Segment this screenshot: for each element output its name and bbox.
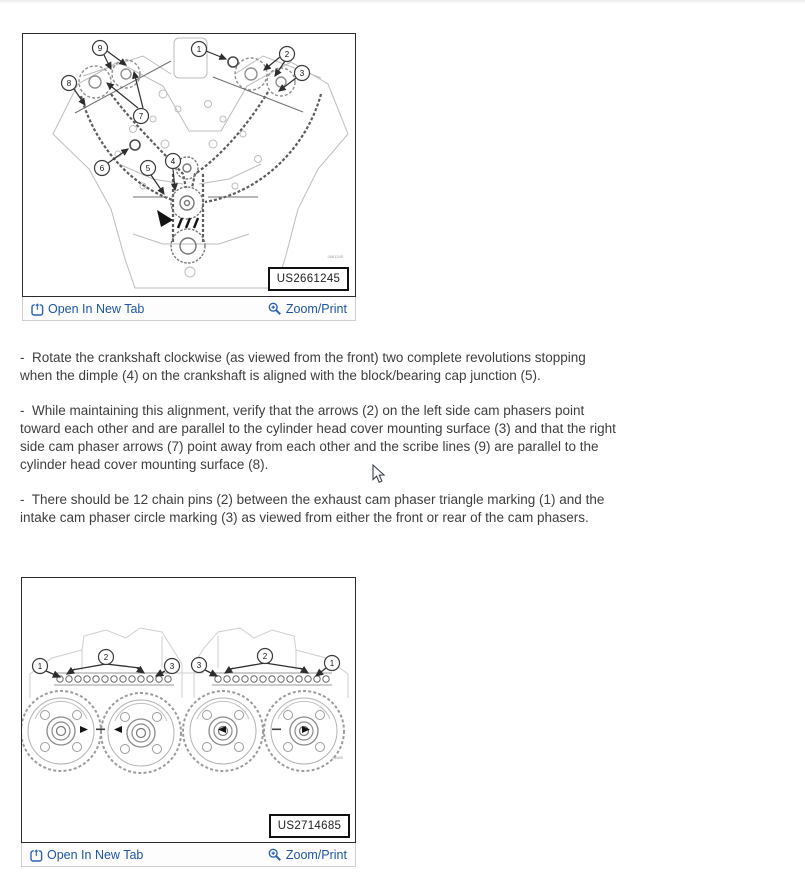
figure-id-label	[268, 267, 349, 291]
open-in-new-tab-label: Open In New Tab	[48, 301, 145, 316]
callout-8	[62, 76, 77, 91]
callout-4	[166, 154, 181, 169]
timing-chains	[81, 92, 321, 244]
figure-toolbar	[22, 297, 356, 321]
phaser-arrow-marks	[80, 726, 310, 733]
cam-phaser-diagram	[22, 578, 355, 842]
cam-phasers	[22, 691, 344, 773]
figure-image-cam-phasers	[21, 577, 356, 843]
open-in-new-tab-label: Open In New Tab	[47, 847, 144, 862]
zoom-print-icon	[268, 302, 282, 316]
engine-timing-diagram	[23, 34, 355, 296]
svg-text:1: 1	[196, 45, 202, 54]
svg-text:4: 4	[170, 157, 176, 166]
figure-id-label	[269, 814, 350, 838]
zoom-print-link[interactable]	[268, 848, 347, 862]
procedure-step: - While maintaining this alignment, verify that the arrows (2) on the left side cam phasers point toward each other and are parallel to the cylinder head cover mounting surface (3) and that the right side cam phaser arrows (7) point away from each other and the scribe lines (9) are parallel to the cylinder head cover mounting surface (8).	[20, 403, 616, 472]
svg-text:9: 9	[97, 44, 103, 53]
scribe-markers	[130, 57, 238, 150]
procedure-step: - There should be 12 chain pins (2) between the exhaust cam phaser triangle marking (1) and the intake cam phaser circle marking (3) as viewed from either the front or rear of the cam phasers.	[20, 492, 605, 525]
callout-1	[192, 42, 207, 57]
svg-text:1: 1	[329, 659, 335, 668]
zoom-print-icon	[268, 848, 282, 862]
open-in-new-tab-icon	[31, 302, 44, 316]
svg-text:5: 5	[145, 164, 151, 173]
procedure-step: - Rotate the crankshaft clockwise (as viewed from the front) two complete revolutions stopping when the dimple (4) on the crankshaft is aligned with the block/bearing cap junction (5).	[20, 350, 586, 383]
crank-alignment-marks	[157, 210, 198, 228]
svg-text:8: 8	[66, 79, 72, 88]
procedure-text	[20, 349, 620, 544]
timing-chain-pins	[54, 673, 332, 685]
svg-text:1: 1	[37, 662, 43, 671]
image-watermark: 14685	[331, 755, 343, 760]
callout-7	[134, 109, 149, 124]
zoom-print-link[interactable]	[268, 302, 347, 316]
figure-id-text: US2661245	[276, 273, 341, 285]
open-in-new-tab-link[interactable]	[31, 302, 144, 316]
page-top-divider	[0, 0, 805, 4]
svg-text:3: 3	[299, 69, 305, 78]
svg-text:3: 3	[196, 661, 202, 670]
figure-widget-cam-phasers	[21, 577, 356, 867]
svg-text:3: 3	[169, 662, 175, 671]
head-outline	[30, 628, 348, 698]
callout-right-2	[258, 649, 273, 664]
figure-widget-engine-front	[22, 33, 356, 321]
svg-text:2: 2	[103, 653, 109, 662]
zoom-print-label: Zoom/Print	[285, 301, 347, 316]
svg-text:6: 6	[99, 164, 105, 173]
mounting-surface-lines	[75, 61, 303, 197]
callout-right-1	[325, 656, 340, 671]
open-in-new-tab-icon	[30, 848, 43, 862]
callout-5	[141, 161, 156, 176]
callout-6	[95, 161, 110, 176]
callout-9	[93, 41, 108, 56]
crank-sprockets	[171, 157, 205, 263]
figure-id-text: US2714685	[277, 820, 342, 832]
callout-left-2	[99, 650, 114, 665]
svg-text:2: 2	[262, 652, 268, 661]
callout-bubbles	[62, 41, 310, 176]
svg-text:2: 2	[284, 50, 290, 59]
callout-left-1	[33, 659, 48, 674]
callout-3	[295, 66, 310, 81]
callout-bubbles	[33, 649, 340, 674]
callout-right-3	[192, 658, 207, 673]
zoom-print-label: Zoom/Print	[285, 847, 347, 862]
svg-text:7: 7	[138, 112, 144, 121]
figure-image-engine-timing	[22, 33, 356, 297]
image-watermark: 2661245	[327, 254, 343, 259]
callout-2	[280, 47, 295, 62]
figure-toolbar	[21, 843, 356, 867]
callout-left-3	[165, 659, 180, 674]
callout-leaders	[46, 663, 326, 677]
open-in-new-tab-link[interactable]	[30, 848, 143, 862]
